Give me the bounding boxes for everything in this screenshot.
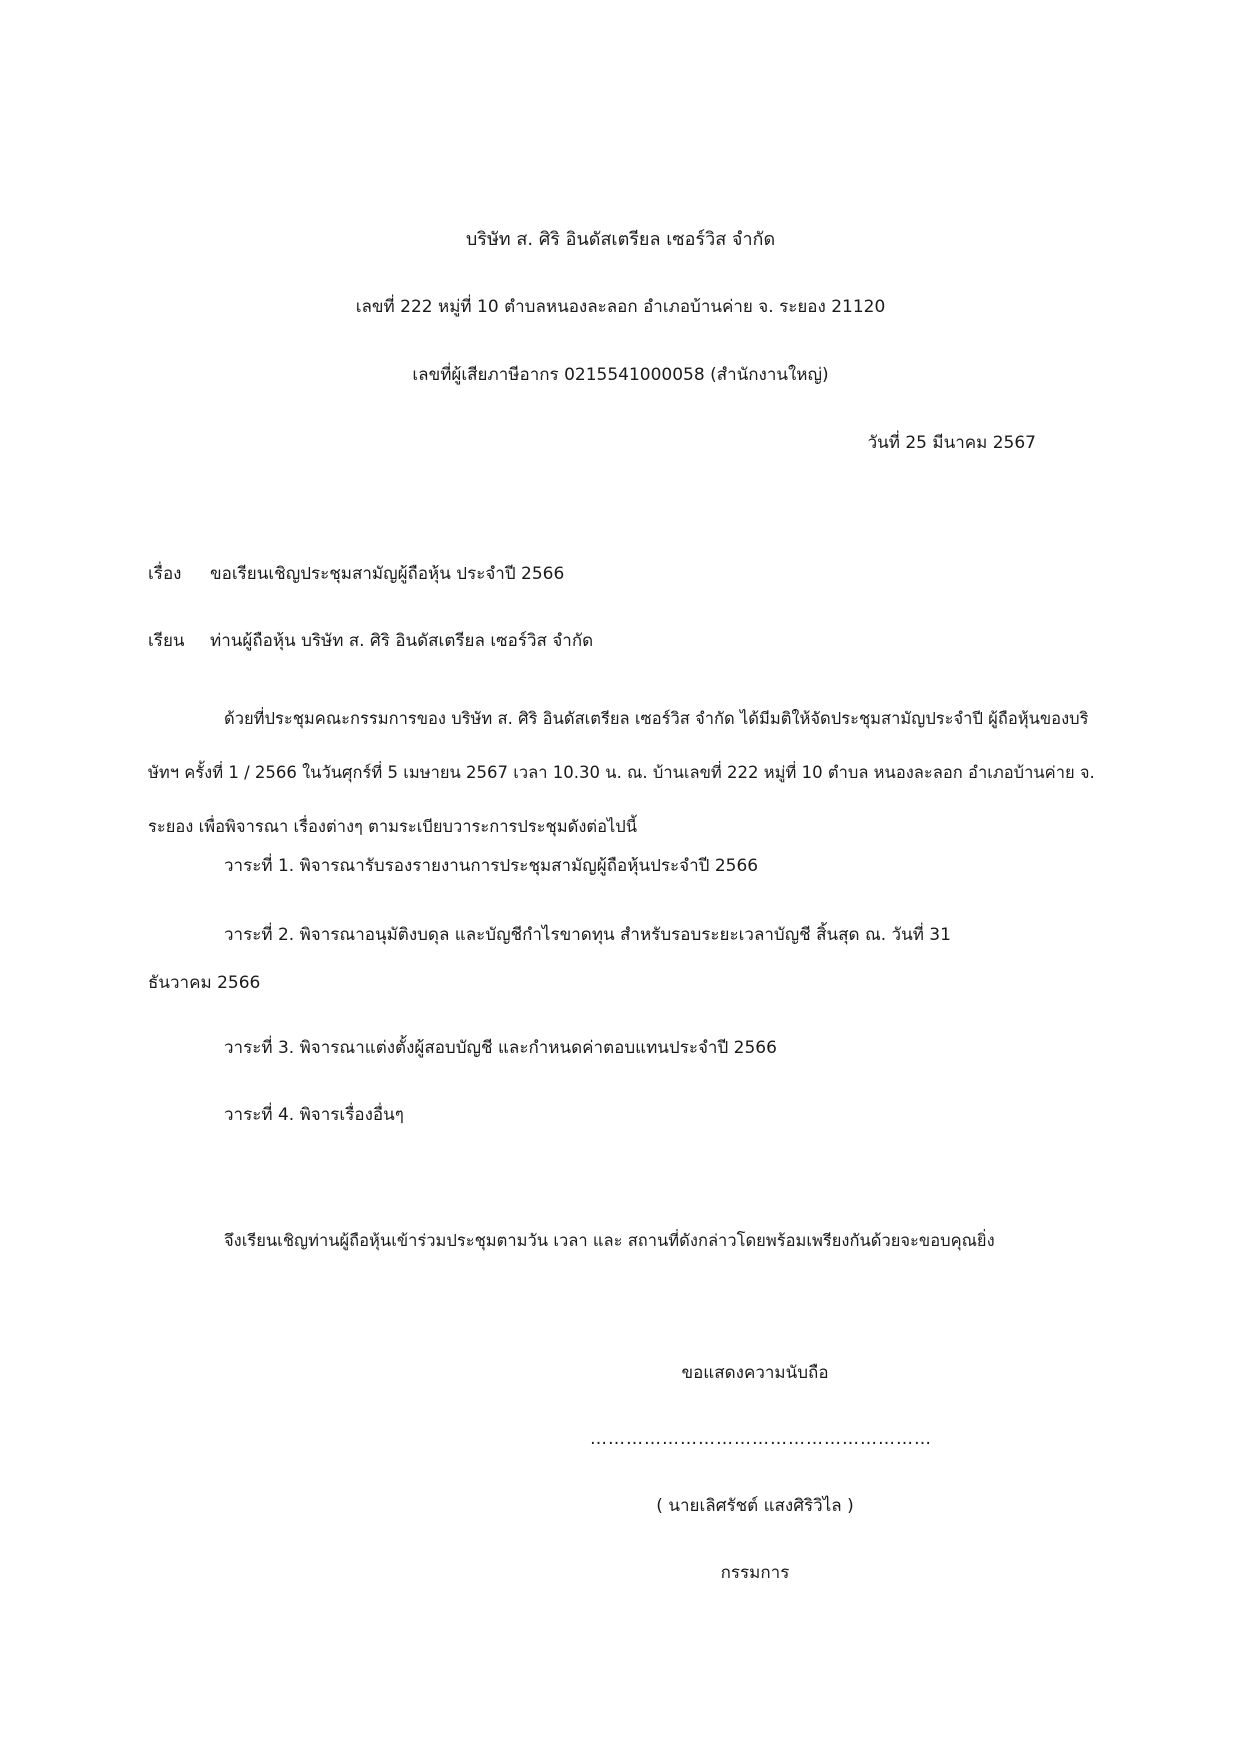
subject-text: ขอเรียนเชิญประชุมสามัญผู้ถือหุ้น ประจำปี 2566 [210, 564, 565, 584]
recipient-line [148, 630, 593, 652]
agenda-item-2: วาระที่ 2. พิจารณาอนุมัติงบดุล และบัญชีกำไรขาดทุน สำหรับรอบระยะเวลาบัญชี สิ้นสุด ณ. วันที่ 31 [224, 925, 951, 945]
agenda-item-4: วาระที่ 4. พิจารเรื่องอื่นๆ [224, 1105, 404, 1125]
signature-line: ………………………………………………… [590, 1429, 932, 1449]
subject-label: เรื่อง [148, 564, 182, 584]
company-address: เลขที่ 222 หมู่ที่ 10 ตำบลหนองละลอก อำเภอบ้านค่าย จ. ระยอง 21120 [355, 297, 886, 317]
intro-text: ด้วยที่ประชุมคณะกรรมการของ บริษัท ส. ศิริ อินดัสเตรียล เซอร์วิส จำกัด ได้มีมติให้จัดประชุมสามัญประจำปี ผู้ถือหุ้นของบริษัทฯ ครั้งที่ 1 / 2566 ในวันศุกร์ที่ 5 เมษายน 2567 เวลา 10.30 น. ณ. บ้านเลขที่ 222 หมู่ที่ 10 ตำบล หนองละลอก อำเภอบ้านค่าย จ. ระยอง เพื่อพิจารณา เรื่องต่างๆ ตามระเบียบวาระการประชุมดังต่อไปนี้ [148, 709, 1095, 836]
intro-paragraph [148, 692, 1096, 854]
agenda-item-1: วาระที่ 1. พิจารณารับรองรายงานการประชุมสามัญผู้ถือหุ้นประจำปี 2566 [224, 856, 759, 876]
recipient-label: เรียน [148, 631, 185, 651]
subject-line [148, 563, 564, 585]
agenda-item-2-continued: ธันวาคม 2566 [148, 973, 261, 993]
closing-regards: ขอแสดงความนับถือ [681, 1363, 829, 1383]
signer-name: ( นายเลิศรัชต์ แสงศิริวิไล ) [656, 1496, 854, 1516]
company-tax-id: เลขที่ผู้เสียภาษีอากร 0215541000058 (สำนักงานใหญ่) [412, 365, 829, 385]
signer-title: กรรมการ [720, 1563, 790, 1583]
recipient-text: ท่านผู้ถือหุ้น บริษัท ส. ศิริ อินดัสเตรียล เซอร์วิส จำกัด [210, 631, 594, 651]
letter-date: วันที่ 25 มีนาคม 2567 [867, 433, 1036, 453]
agenda-item-3: วาระที่ 3. พิจารณาแต่งตั้งผู้สอบบัญชี และกำหนดค่าตอบแทนประจำปี 2566 [224, 1038, 777, 1058]
company-name: บริษัท ส. ศิริ อินดัสเตรียล เซอร์วิส จำกัด [465, 229, 776, 250]
closing-paragraph: จึงเรียนเชิญท่านผู้ถือหุ้นเข้าร่วมประชุมตามวัน เวลา และ สถานที่ดังกล่าวโดยพร้อมเพรียงกันด้วยจะขอบคุณยิ่ง [224, 1231, 995, 1250]
